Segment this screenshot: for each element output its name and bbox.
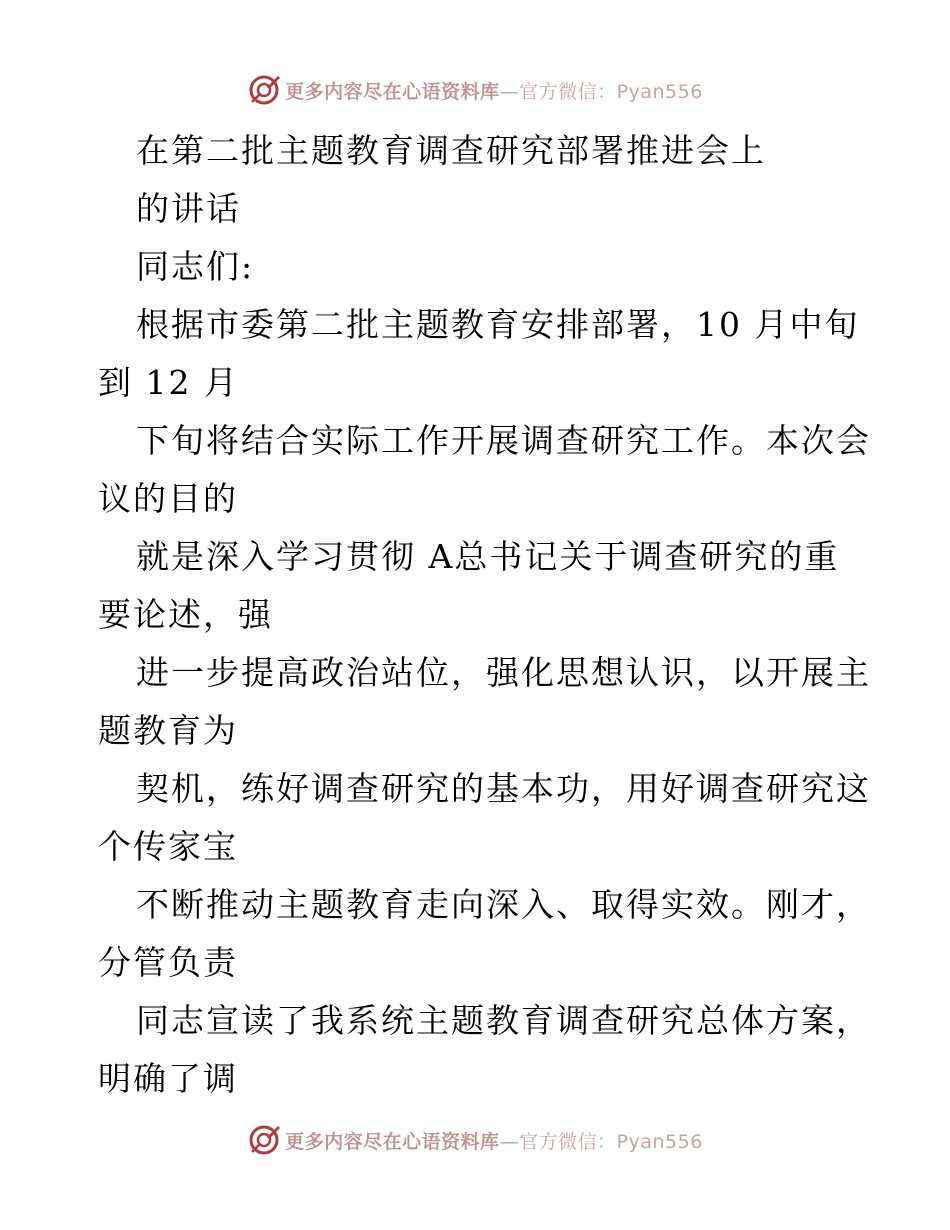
text-line: 的讲话 (136, 189, 241, 228)
text-line: 契机，练好调查研究的基本功，用好调查研究这 (136, 769, 871, 808)
text-line: 不断推动主题教育走向深入、取得实效。刚才， (136, 885, 871, 924)
text-line: 议的目的 (98, 479, 238, 518)
watermark-dash: — (499, 1130, 520, 1153)
text-line: 个传家宝 (98, 827, 238, 866)
text-line: 根据市委第二批主题教育安排部署，10 月中旬 (136, 305, 860, 344)
pen-logo-icon (247, 73, 281, 107)
watermark-dash: — (499, 80, 520, 103)
watermark-wechat: 官方微信：Pyan556 (519, 1130, 703, 1153)
document-body (98, 122, 871, 1108)
text-line: 同志们: (136, 247, 255, 286)
text-line: 要论述，强 (98, 595, 273, 634)
text-line: 到 12 月 (98, 363, 239, 402)
watermark-main: 更多内容尽在心语资料库 (285, 1130, 500, 1153)
text-line: 下旬将结合实际工作开展调查研究工作。本次会 (136, 421, 871, 460)
watermark-text (285, 1127, 703, 1154)
text-line: 就是深入学习贯彻 A总书记关于调查研究的重 (136, 537, 840, 576)
watermark-main: 更多内容尽在心语资料库 (285, 80, 500, 103)
watermark-text (285, 77, 703, 104)
text-line: 同志宣读了我系统主题教育调查研究总体方案， (136, 1001, 871, 1040)
pen-logo-icon (247, 1123, 281, 1157)
text-line: 题教育为 (98, 711, 238, 750)
text-line: 在第二批主题教育调查研究部署推进会上 (136, 131, 766, 170)
text-line: 分管负责 (98, 943, 238, 982)
header-watermark (0, 70, 950, 110)
text-line: 进一步提高政治站位，强化思想认识，以开展主 (136, 653, 871, 692)
text-line: 明确了调 (98, 1059, 238, 1098)
footer-watermark (0, 1120, 950, 1160)
watermark-wechat: 官方微信：Pyan556 (519, 80, 703, 103)
